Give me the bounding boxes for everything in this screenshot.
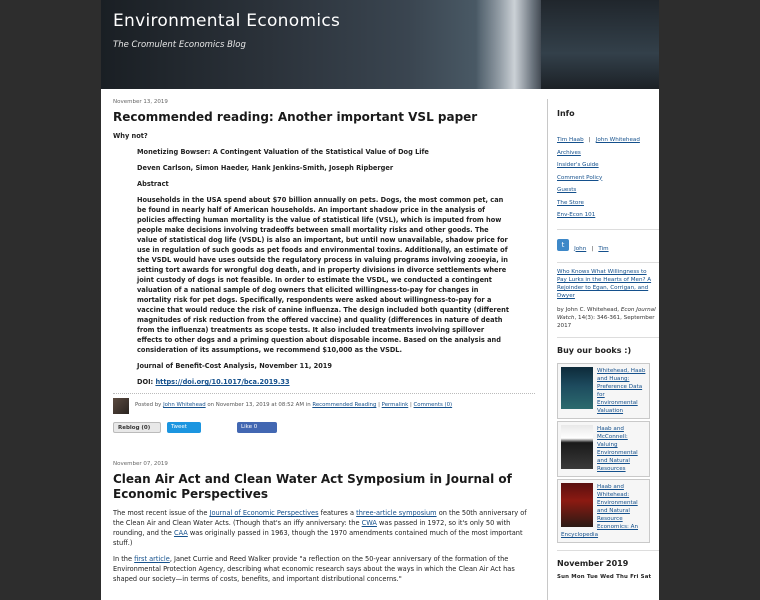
day-label: Fri xyxy=(630,574,639,580)
abstract-label: Abstract xyxy=(137,180,169,188)
post-meta xyxy=(135,402,452,408)
post-title[interactable]: Clean Air Act and Clean Water Act Symposium in Journal of Economic Perspectives xyxy=(113,472,512,501)
feature-citation xyxy=(557,306,657,330)
sidebar xyxy=(547,99,659,600)
day-label: Wed xyxy=(600,574,614,580)
separator: | xyxy=(378,402,380,408)
blog-tagline: The Cromulent Economics Blog xyxy=(113,40,246,50)
book-cover-image[interactable] xyxy=(561,425,593,469)
book-item[interactable] xyxy=(557,421,650,477)
cwa-link[interactable]: CWA xyxy=(361,519,377,527)
journal-name: Econ Journal Watch xyxy=(557,307,656,321)
journal-citation: Journal of Benefit-Cost Analysis, November 11, 2019 xyxy=(137,362,332,370)
calendar-title: November 2019 xyxy=(557,559,629,568)
info-title: Info xyxy=(557,109,575,118)
info-module xyxy=(557,109,659,580)
divider xyxy=(557,229,659,230)
reblog-button[interactable]: Reblog (0) xyxy=(113,422,161,433)
day-label: Sat xyxy=(640,574,652,580)
book-link[interactable]: Haab and McConnell: Valuing Environmental and Natural Resources xyxy=(597,426,638,472)
doi-line xyxy=(137,377,510,387)
posted-by-label: Posted by xyxy=(135,402,162,408)
symposium-link[interactable]: three-article symposium xyxy=(356,509,437,517)
paper-authors: Deven Carlson, Simon Haeder, Hank Jenkins-Smith, Joseph Ripberger xyxy=(137,164,394,172)
abstract-text: Households in the USA spend about $70 billion annually on pets. Dogs, the most common pet, can be found in nearly half of American households. An important shadow price in the analysis of policies affecting human mortality is the value of statistical life (VSL), which is imputed from how people make decisions involving tradeoffs between small mortality risks and other goods. The value of statistical dog life (VSDL) is also an important, but until now unavailable, shadow price for use in regulation of such goods as pet foods and environmental toxins. Additionally, an estimate of the VSDL would have uses outside the regulatory process in valuing programs involving zooeyia, in setting tort awards for wrongful dog death, and in property divisions in divorce settlements where joint custody of dogs is not feasible. In order to estimate the VSDL, we conducted a contingent valuation of a national sample of dog owners that elicited willingness-to-pay for changes in mortality risk for pet dogs. Specifically, respondents were asked about willingness-to-pay for a vaccine that would reduce the risk of canine influenza. The design included both quantity (different magnitudes of risk reduction from the offered vaccine) and quality (differences in nature of death from the influenza) treatments as scope tests. It also included treatments involving spillover effects to other dogs and a priming question about disposable income. Based on the analysis and consideration of its assumptions, we recommend $10,000 as the VSDL. xyxy=(137,196,509,354)
author-link[interactable]: John Whitehead xyxy=(163,402,206,408)
post-paragraph-2 xyxy=(113,554,535,584)
twitter-tim-link[interactable]: Tim xyxy=(598,245,609,252)
text: was originally passed in 1963, though the 1970 amendments contained much of the most important stuff.) xyxy=(113,529,523,547)
post-intro: Why not? xyxy=(113,132,148,140)
post-date: November 13, 2019 xyxy=(113,99,168,105)
twitter-john-link[interactable]: John xyxy=(574,245,587,252)
permalink-link[interactable]: Permalink xyxy=(381,402,409,408)
book-item[interactable] xyxy=(557,479,650,543)
text: , 14(3): 346-361, September 2017 xyxy=(557,315,655,329)
doi-label: DOI: xyxy=(137,378,154,386)
blog-title[interactable]: Environmental Economics xyxy=(113,11,341,31)
divider xyxy=(557,262,659,263)
post-footer xyxy=(113,393,535,412)
first-article-link[interactable]: first article xyxy=(134,555,170,563)
blog-banner xyxy=(101,0,659,89)
separator: | xyxy=(588,137,591,143)
book-cover-image[interactable] xyxy=(561,367,593,409)
day-label: Mon xyxy=(571,574,585,580)
separator: | xyxy=(409,402,412,408)
john-whitehead-link[interactable]: John Whitehead xyxy=(595,137,640,143)
book-link[interactable]: Whitehead, Haab and Huang: Preference Data for Environmental Valuation xyxy=(597,368,646,414)
comments-link[interactable]: Comments (0) xyxy=(413,402,453,408)
divider xyxy=(557,550,659,551)
twitter-links xyxy=(557,235,659,256)
share-bar xyxy=(113,422,535,436)
tim-haab-link[interactable]: Tim Haab xyxy=(557,137,584,143)
env-econ-101-link[interactable]: Env-Econ 101 xyxy=(557,212,596,218)
caa-link[interactable]: CAA xyxy=(173,529,188,537)
rock-image xyxy=(541,0,659,89)
twitter-icon[interactable]: t xyxy=(557,239,569,251)
post-recommended-reading xyxy=(113,99,535,436)
category-link[interactable]: Recommended Reading xyxy=(312,402,377,408)
jep-link[interactable]: Journal of Economic Perspectives xyxy=(209,509,319,517)
books-title: Buy our books :) xyxy=(557,346,632,355)
posted-on-text: on November 13, 2019 at 08:52 AM in xyxy=(207,402,311,408)
text: was passed in 1972, so it's only 50 with rounding, and the xyxy=(113,519,511,537)
text: by John C. Whitehead, xyxy=(557,307,620,313)
post-title[interactable]: Recommended reading: Another important VSL paper xyxy=(113,110,478,124)
waterfall-image xyxy=(476,0,546,89)
archives-link[interactable]: Archives xyxy=(557,149,581,156)
guests-link[interactable]: Guests xyxy=(557,187,577,193)
text: , Janet Currie and Reed Walker provide "a reflection on the 50-year anniversary of the formation of the Environmental Protection Agency, describing what economic research says about the ways in which the Clean Air Act has shaped our society—in terms of costs, benefits, and important distributional concerns." xyxy=(113,555,515,583)
tweet-button[interactable]: Tweet xyxy=(167,422,201,433)
page-wrapper xyxy=(101,0,659,600)
post-paragraph-1 xyxy=(113,508,535,548)
book-link[interactable]: Haab and Whitehead: Environmental and Natural Resource Economics: An Encyclopedia xyxy=(561,484,639,538)
day-label: Sun xyxy=(557,574,570,580)
author-avatar[interactable] xyxy=(113,398,129,414)
doi-link[interactable]: https://doi.org/10.1017/bca.2019.33 xyxy=(155,378,290,386)
book-cover-image[interactable] xyxy=(561,483,593,527)
day-label: Thu xyxy=(616,574,629,580)
text: on the 50th anniversary of the Clean Air and Clean Water Acts. (Though that's an iffy anniversary: the xyxy=(113,509,527,527)
store-link[interactable]: The Store xyxy=(557,199,584,206)
like-button[interactable]: Like 0 xyxy=(237,422,277,433)
paper-title: Monetizing Bowser: A Contingent Valuation of the Statistical Value of Dog Life xyxy=(137,148,429,156)
comment-policy-link[interactable]: Comment Policy xyxy=(557,174,603,181)
blockquote xyxy=(137,147,510,387)
post-clean-air-act xyxy=(113,461,535,590)
text: The most recent issue of the xyxy=(113,509,208,517)
separator: | xyxy=(591,245,594,252)
text: In the xyxy=(113,555,133,563)
text: features a xyxy=(320,509,355,517)
main-column xyxy=(113,99,535,583)
feature-article-link[interactable]: Who Knows What Willingness to Pay Lurks in the Hearts of Men? A Rejoinder to Egan, Corrigan, and Dwyer xyxy=(557,269,652,299)
divider xyxy=(557,337,659,338)
day-label: Tue xyxy=(586,574,599,580)
insiders-guide-link[interactable]: Insider's Guide xyxy=(557,162,599,168)
calendar-header xyxy=(557,574,659,580)
book-item[interactable] xyxy=(557,363,650,419)
post-date: November 07, 2019 xyxy=(113,461,168,467)
